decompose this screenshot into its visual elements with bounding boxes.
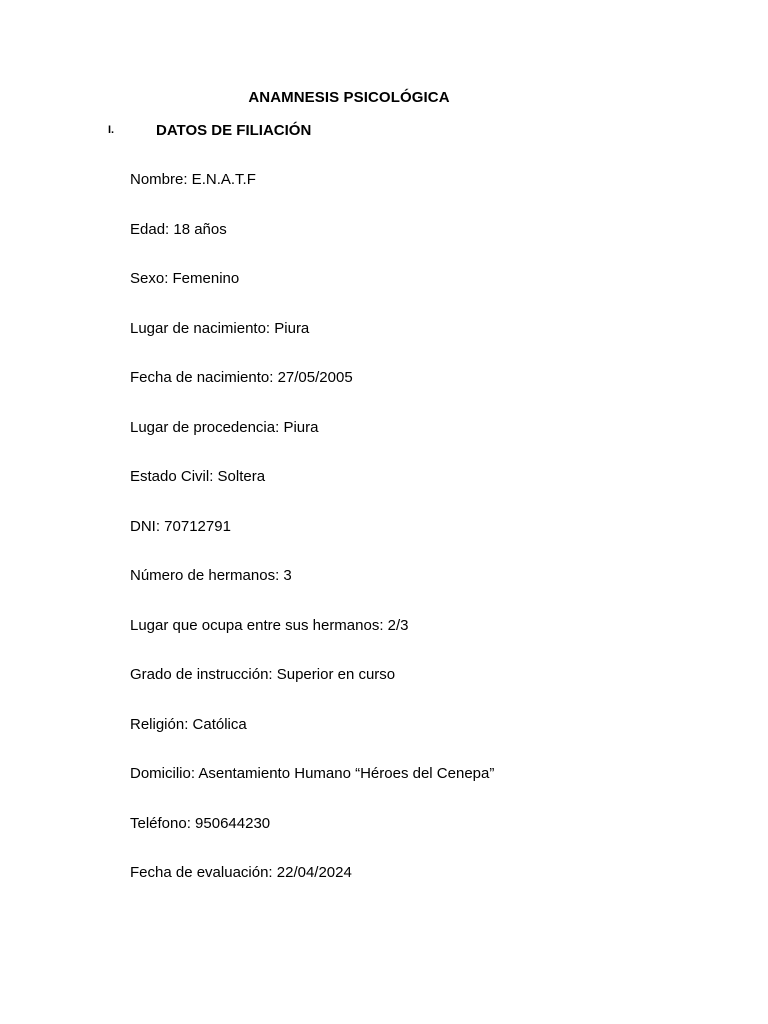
field-lugar-entre-hermanos: Lugar que ocupa entre sus hermanos: 2/3	[130, 616, 409, 634]
field-lugar-nacimiento: Lugar de nacimiento: Piura	[130, 319, 310, 337]
section-title: DATOS DE FILIACIÓN	[156, 122, 312, 139]
field-grado-instruccion: Grado de instrucción: Superior en curso	[130, 666, 396, 683]
field-edad: Edad: 18 años	[130, 220, 227, 238]
field-lugar-procedencia: Lugar de procedencia: Piura	[130, 418, 319, 436]
field-telefono: Teléfono: 950644230	[130, 814, 271, 832]
field-estado-civil: Estado Civil: Soltera	[130, 468, 266, 485]
document-title: ANAMNESIS PSICOLÓGICA	[248, 89, 450, 106]
field-religion: Religión: Católica	[130, 715, 247, 733]
field-numero-hermanos: Número de hermanos: 3	[130, 567, 292, 584]
field-nombre: Nombre: E.N.A.T.F	[130, 171, 256, 188]
field-dni: DNI: 70712791	[130, 517, 231, 535]
field-fecha-nacimiento: Fecha de nacimiento: 27/05/2005	[130, 369, 353, 386]
section-number: I.	[108, 124, 115, 136]
field-domicilio: Domicilio: Asentamiento Humano “Héroes del Cenepa”	[130, 765, 495, 782]
field-fecha-evaluacion: Fecha de evaluación: 22/04/2024	[130, 864, 352, 881]
field-list	[130, 171, 494, 914]
field-sexo: Sexo: Femenino	[130, 270, 240, 287]
